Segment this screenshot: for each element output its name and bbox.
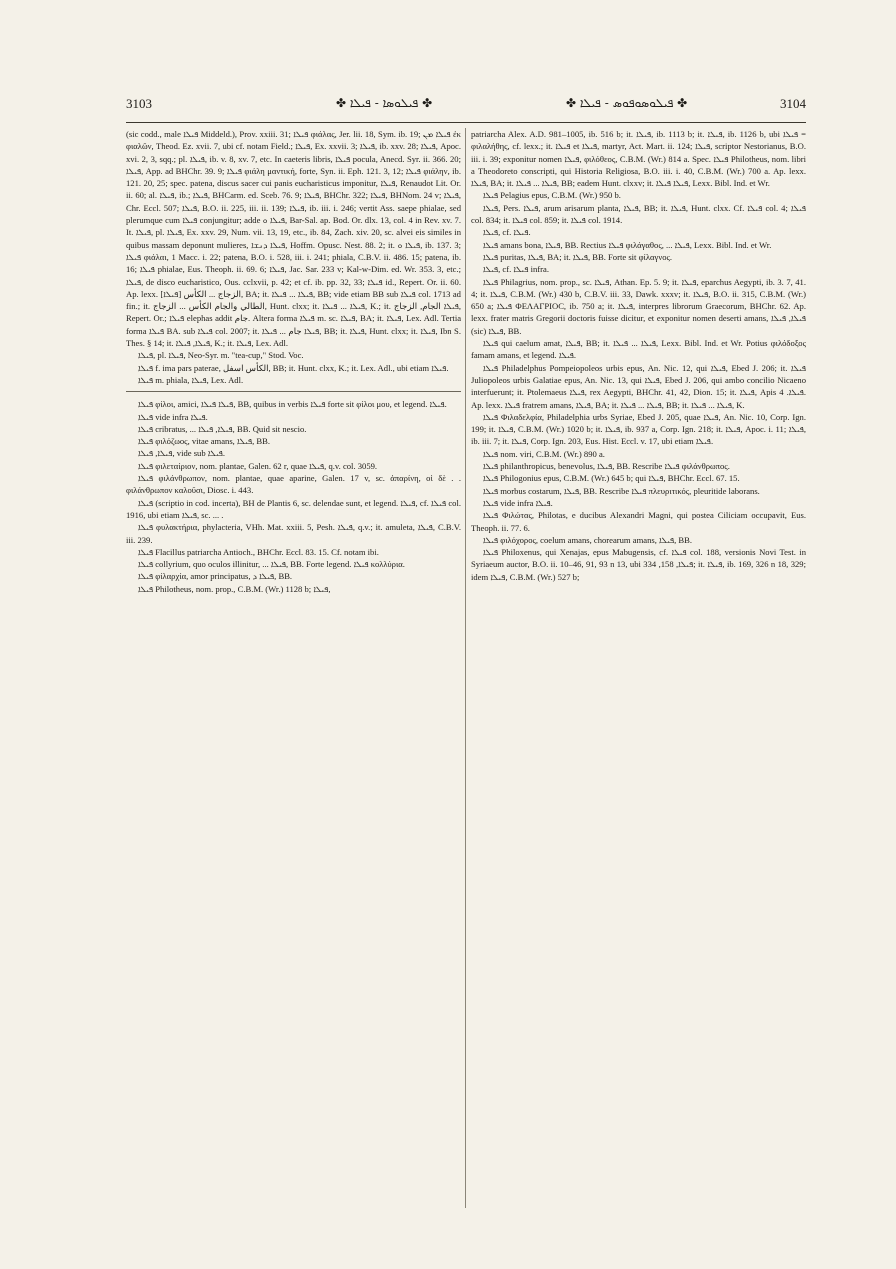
entry-paragraph: ܦܝܠܐ φυλακτήρια, phylacteria, VHh. Mat. xxiii. 5, Pesh. ܦܝܠܐ, q.v.; it. amuleta, ܦܝܠܐ, C.B.V. iii. 239. <box>126 522 462 545</box>
page-header <box>126 96 806 118</box>
right-running-title: ✤ ܦܝܠܘܣܘܦܘܣ - ܦܝܠܐ ✤ <box>566 96 688 110</box>
entry-paragraph: ܦܝܠܐ cribratus, ... ܦܝܠܐ, ܦܝܠܐ, BB. Quid sit nescio. <box>138 423 307 434</box>
entry-paragraph: ܦܝܠܐ φιλάνθρωπον, nom. plantae, quae aparine, Galen. 17 v, sc. ἀπαρίνη, οἱ δὲ . . φιλάνθρωπον καλοῦσι, Diosc. i. 443. <box>126 473 461 496</box>
left-page-number: 3103 <box>126 96 152 111</box>
entry-paragraph: ܦܝܠܐ φιλόχορος, coelum amans, chorearum amans, ܦܝܠܐ, BB. <box>483 534 693 545</box>
entry-paragraph: patriarcha Alex. A.D. 981–1005, ib. 516 b; it. ܦܝܠܐ, ib. 1113 b; it. ܦܝܠܐ, ib. 1126 b, ubi ܦܝܠܐ = φιλαλήθης, cf. lexx.; it. ܦܝܠܐ et ܦܝܠܐ, martyr, Act. Mart. ii. 124; ܦܝܠܐ, scriptor Nestorianus, B.O. iii. i. 39; exponitur nomen ܦܝܠܐ, φιλόθεος, C.B.M. (Wr.) 814 a. Spec. ܦܝܠܐ Philotheus, nom. libri a Theodoreto conscripti, qui Historia Religiosa, B.O. iii. i. 40, C.B.M. (Wr.) 700 a. Ap. lexx. ܦܝܠܐ, BA; it. ܦܝܠܐ ... ܦܝܠܐ, BB; eadem Hunt. clxxv; it. ܦܝܠܐ ܦܝܠܐ, Lexx. Bibl. Ind. et Wr. <box>471 129 807 189</box>
left-column <box>126 128 461 595</box>
entry-paragraph: ܦܝܠܐ (scriptio in cod. incerta), BH de Plantis 6, sc. delendae sunt, et legend. ܦܝܠܐ, cf. ܦܝܠܐ col. 1916, ubi etiam ܦܝܠܐ, sc. ... . <box>126 497 462 520</box>
entry-paragraph: ܦܝܠܐ Philagrius, nom. prop., sc. ܦܝܠܐ, Athan. Ep. 5. 9; it. ܦܝܠܐ, eparchus Aegypti, ib. 3. 7, 41. 4; it. ܦܝܠܐ, C.B.M. (Wr.) 430 b, C.B.V. iii. 33, Dawk. xxxv; it. ܦܝܠܐ, B.O. ii. 315, C.B.M. (Wr.) 650 a; ܦܝܠܐ ΦΕΛΑΓΡΙΟϹ, ib. 750 a; it. ܦܝܠܐ, interpres librorum Graecorum, BHChr. 62. Ap. lexx. frater matris Gregorii doctoris fuisse dicitur, et exponitur nomen deserti amans, ܦܝܠܐ, ܦܝܠܐ (sic) ܦܝܠܐ, BB. <box>471 276 807 336</box>
entry-paragraph: ܦܝܠܐ f. ima pars paterae, الكأس اسفل, BB; it. Hunt. clxx, K.; it. Lex. Adl., ubi etiam ܦܝܠܐ. <box>138 362 449 373</box>
entry-paragraph: ܦܝܠܐ m. phiala, ܦܝܠܐ, Lex. Adl. <box>138 374 244 385</box>
entry-paragraph: ܦܝܠܐ nom. viri, C.B.M. (Wr.) 890 a. <box>483 448 605 459</box>
entry-paragraph: ܦܝܠܐ puritas, ܦܝܠܐ, BA; it. ܦܝܠܐ, BB. Forte sit φίλαγνος. <box>483 251 673 262</box>
entry-paragraph: ܦܝܠܐ Pelagius epus, C.B.M. (Wr.) 950 b. <box>483 190 621 201</box>
entry-paragraph: ܦܝܠܐ philanthropicus, benevolus, ܦܝܠܐ, BB. Rescribe ܦܝܠܐ φιλάνθρωπος. <box>483 461 730 472</box>
entry-paragraph: ܦܝܠܐ collyrium, quo oculos illinitur, ... ܦܝܠܐ, BB. Forte legend. ܦܝܠܐ κολλύρια. <box>138 559 405 570</box>
entry-paragraph: ܦܝܠܐ morbus costarum, ܦܝܠܐ, BB. Rescribe ܦܝܠܐ πλευριτικός, pleuritide laborans. <box>483 485 760 496</box>
entry-paragraph: ܦܝܠܐ φίλαρχία, amor principatus, ܦܝܠܐ ܕ, BB. <box>138 571 293 582</box>
entry-paragraph: ܦܝܠܐ Φιλώτας, Philotas, e ducibus Alexandri Magni, qui postea Ciliciam occupavit, Eus. Theoph. ii. 77. 6. <box>471 510 806 533</box>
column-divider <box>465 128 466 1208</box>
entry-paragraph: ܦܝܠܐ qui caelum amat, ܦܝܠܐ, BB; it. ܦܝܠܐ ... ܦܝܠܐ, Lexx. Bibl. Ind. et Wr. Potius φιλόδοξος famam amans, et legend. ܦܝܠܐ. <box>471 338 806 361</box>
entry-paragraph: ܦܝܠܐ amans bona, ܦܝܠܐ, BB. Rectius ܦܝܠܐ φιλάγαθος, ... ܦܝܠܐ, Lexx. Bibl. Ind. et Wr. <box>483 239 772 250</box>
entry-paragraph: ܦܝܠܐ Philotheus, nom. prop., C.B.M. (Wr.) 1128 b; ܦܝܠܐ, <box>138 583 331 594</box>
entry-paragraph: ܦܝܠܐ φίλοι, amici, ܦܝܠܐ ܦܝܠܐ, BB, quibus in verbis ܦܝܠܐ forte sit φίλοι μου, et legend. ܦܝܠܐ. <box>138 399 447 410</box>
entry-paragraph: ܦܝܠܐ vide infra ܦܝܠܐ. <box>483 497 553 508</box>
entry-paragraph: ܦܝܠܐ, pl. ܦܝܠܐ, Neo-Syr. m. "tea-cup," Stod. Voc. <box>138 350 304 361</box>
right-page-number: 3104 <box>780 96 806 111</box>
left-running-title: ✤ ܦܝܠܘܣܐ - ܦܝܠܐ ✤ <box>336 96 433 110</box>
entry-paragraph: ܦܝܠܐ, cf. ܦܝܠܐ. <box>483 227 531 238</box>
header-rule <box>126 122 806 123</box>
entry-paragraph: ܦܝܠܐ φιλεταίριον, nom. plantae, Galen. 62 r, quae ܦܝܠܐ, q.v. col. 3059. <box>138 460 378 471</box>
entry-paragraph: ܦܝܠܐ, ܦܝܠܐ, vide sub ܦܝܠܐ. <box>138 448 226 459</box>
entry-paragraph: ܦܝܠܐ Philadelphus Pompeiopoleos urbis epus, An. Nic. 12, qui ܦܝܠܐ, Ebed J. 206; it. ܦܝܠܐ Juliopoleos urbis Galatiae epus, An. Nic. 13, qui ܦܝܠܐ, Ebed J. 206, qui ambo concilio Nicaeno interfuerunt; it. Ptolemaeus ܦܝܠܐ, rex Aegypti, BHChr. 41, 42, Dion. 15; it. ܦܝܠܐ, Apis ܦܝܠܐ. 4. Ap. lexx. ܦܝܠܐ fratrem amans, ܦܝܠܐ, BA; it. ܦܝܠܐ ... ܦܝܠܐ, BB; it. ܦܝܠܐ ... ܦܝܠܐ, K. <box>471 362 807 410</box>
entry-paragraph: ܦܝܠܐ Philogonius epus, C.B.M. (Wr.) 645 b; qui ܦܝܠܐ, BHChr. Eccl. 67. 15. <box>483 473 740 484</box>
entry-paragraph: ܦܝܠܐ φιλόζωος, vitae amans, ܦܝܠܐ, BB. <box>138 436 270 447</box>
entry-paragraph: ܦܝܠܐ Flacillus patriarcha Antioch., BHChr. Eccl. 83. 15. Cf. notam ibi. <box>138 546 379 557</box>
entry-paragraph: ܦܝܠܐ Philoxenus, qui Xenajas, epus Mabugensis, cf. ܦܝܠܐ col. 188, versionis Novi Test. in Syriaeum auctor, B.O. ii. 10–46, 91, 93 n 13, ubi ܦܝܠܐ, 158, 334; it. ܦܝܠܐ, ib. 169, 326 n 18, 329; idem ܦܝܠܐ, C.B.M. (Wr.) 527 b; <box>471 547 806 582</box>
entry-paragraph: ܦܝܠܐ vide infra ܦܝܠܐ. <box>138 411 208 422</box>
entry-paragraph: ܦܝܠܐ, cf. ܦܝܠܐ infra. <box>483 264 549 275</box>
right-column <box>471 128 806 583</box>
entry-paragraph: (sic codd., male ܦܝܠܐ Middeld.), Prov. xxiii. 31; ܦܝܠܐ φιάλας, Jer. lii. 18, Sym. ib. 19; ܦܝܠܐ ܡܢ ἐκ φιαλῶν, Theod. Ez. xvii. 7, ubi cf. notam Field.; ܦܝܠܐ, Ex. xxvii. 3; ܦܝܠܐ, ib. xxv. 28; ܦܝܠܐ, Apoc. xvi. 2, 3, sqq.; pl. ܦܝܠܐ, ib. v. 8, xv. 7, etc. In caeteris libris, ܦܝܠܐ pocula, Anecd. Syr. ii. 366. 20; ܦܝܠܐ, App. ad BHChr. 39. 9; ܦܝܠܐ φιάλη μαντική, forte, Syn. ii. Eph. 121. 3, 12; ܦܝܠܐ φιάλην, ib. 121. 20, 25; spec. patena, discus sacer cui panis eucharisticus imponitur, ܦܝܠܐ, Renaudot Lit. Or. ii. 60; al. ܦܝܠܐ, ib.; ܦܝܠܐ, BHCarm. ed. Sceb. 76. 9; ܦܝܠܐ, BHChr. 322; ܦܝܠܐ, BHNom. 24 v; ܦܝܠܐ, Chr. Eccl. 507; ܦܝܠܐ, B.O. ii. 225, iii. ii. 139; ܦܝܠܐ, ib. iii. i. 246; vertit Ass. saepe phialae, sed plerumque cum ܦܝܠܐ conjungitur; adde ܦܝܠܐ ܘ, Bar-Sal. ap. Bod. Or. dlx. 13, col. 4 in Rev. xv. 7. It. ܦܝܠܐ, pl. ܦܝܠܐ, Ex. xxv. 29, Num. vii. 13, 19, etc., ib. 84, Zach. xiv. 20, sc. alvei eis similes in quibus massam deponunt mulieres, ܦܝܠܐ ܕܢܫܐ, Hoffm. Opusc. Nest. 88. 2; it. ܦܝܠܐ ܘ, ib. 137. 3; ܦܝܠܐ φιάλαι, 1 Macc. i. 22; patena, B.O. i. 528, iii. i. 241; phiala, C.B.V. ii. 486. 15; patena, ib. 16; ܦܝܠܐ phialae, Eus. Theoph. ii. 69. 6; ܦܝܠܐ, Jac. Sar. 233 v; Kal-w-Dim. ed. Wr. 353. 3, etc.; ܦܝܠܐ, de disco eucharistico, Ous. cclxvii, p. 42; et cf. ib. pp. 32, 33; ܦܝܠܐ id., Repert. Or. ii. 60. Ap. lexx. [ܦܝܠܐ] الزجاج ... الكأس, BA; it. ܦܝܠܐ ... ܦܝܠܐ, BB; vide etiam BB sub ܦܝܠܐ col. 1713 ad fin.; it. الطالي والجام الكأس ... الزجاج, Hunt. clxx; it. ܦܝܠܐ ... ܦܝܠܐ, K.; it. ܦܝܠܐ الجام, الزجاج, Repert. Or.; ܦܝܠܐ elephas addit جام. Altera forma ܦܝܠܐ m. sc. ܦܝܠܐ, BA; it. ܦܝܠܐ, Lex. Adl. Tertia forma ܦܝܠܐ BA. sub ܦܝܠܐ col. 2007; it. ܦܝܠܐ جام ... ܦܝܠܐ, BB; it. ܦܝܠܐ, Hunt. clxx; it. ܦܝܠܐ, Ibn S. Thes. § 14; it. ܦܝܠܐ, ܦܝܠܐ, K.; it. ܦܝܠܐ, Lex. Adl. <box>126 129 462 349</box>
entry-paragraph: ܦܝܠܐ Φιλαδελφία, Philadelphia urbs Syriae, Ebed J. 205, quae ܦܝܠܐ, An. Nic. 10, Corp. Ign. 199; it. ܦܝܠܐ, C.B.M. (Wr.) 1020 b; it. ܦܝܠܐ, ib. 937 a, Corp. Ign. 218; it. ܦܝܠܐ, Apoc. i. 11; ܦܝܠܐ, ib. iii. 7; it. ܦܝܠܐ, Corp. Ign. 203, Eus. Hist. Eccl. v. 17, ubi etiam ܦܝܠܐ. <box>471 411 807 447</box>
section-separator <box>126 391 461 392</box>
entry-paragraph: ܦܝܠܐ, Pers. ܦܝܠܐ, arum arisarum planta, ܦܝܠܐ, BB; it. ܦܝܠܐ, Hunt. clxx. Cf. ܦܝܠܐ col. 4; ܦܝܠܐ col. 834; it. ܦܝܠܐ col. 859; it. ܦܝܠܐ col. 1914. <box>471 202 806 226</box>
